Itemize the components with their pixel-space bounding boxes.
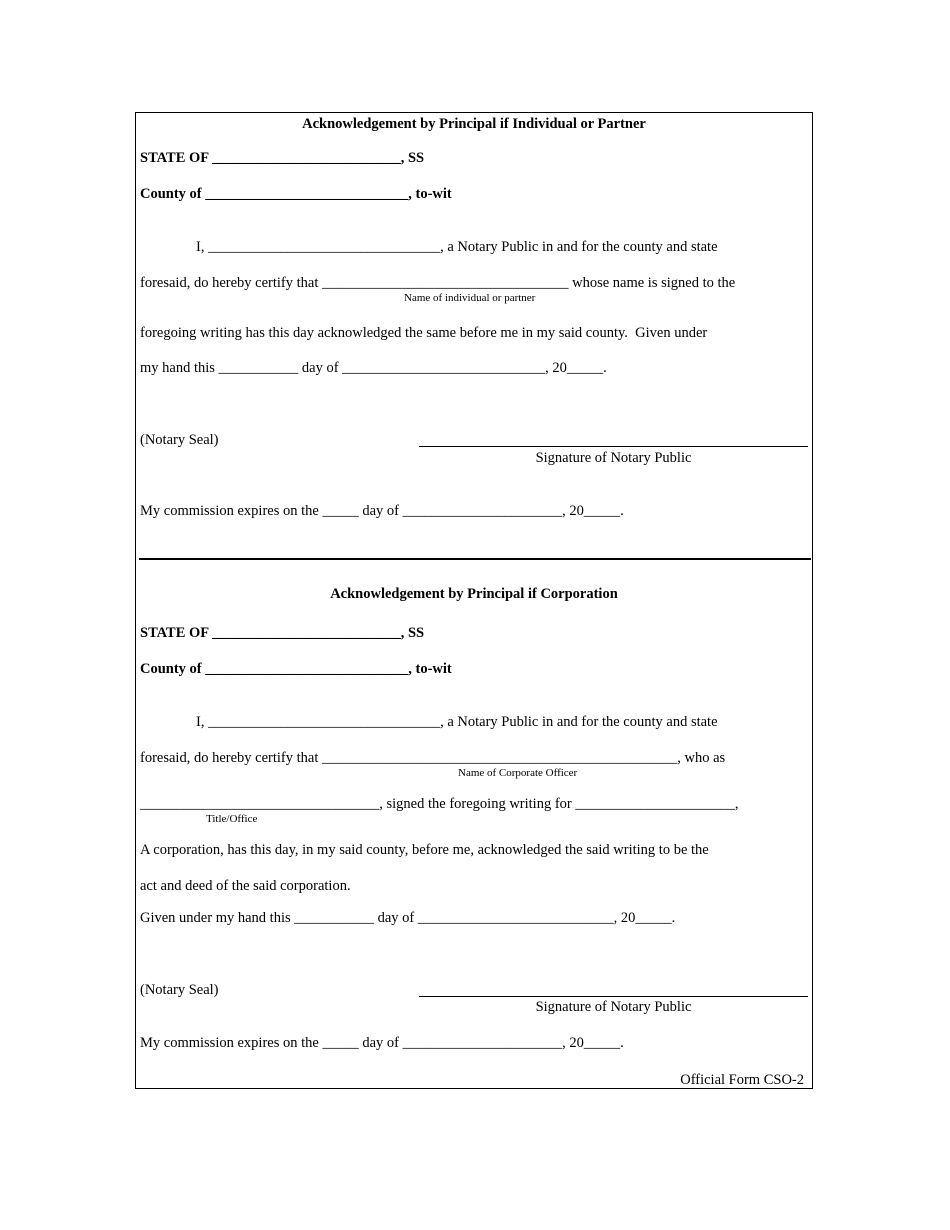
county-line: County of ____________________________, to-wit: [140, 661, 452, 677]
body-line-notary: I, ________________________________, a Notary Public in and for the county and state: [196, 239, 718, 255]
caption-name-individual: Name of individual or partner: [404, 292, 536, 304]
notary-seal-label: (Notary Seal): [140, 982, 219, 998]
caption-corporate-officer: Name of Corporate Officer: [458, 767, 578, 779]
section-heading-corporation: Acknowledgement by Principal if Corporation: [330, 586, 618, 602]
body-line-title-office: _________________________________, signed the foregoing writing for ______________________,: [140, 796, 739, 812]
commission-line: My commission expires on the _____ day of ______________________, 20_____.: [140, 1035, 624, 1051]
signature-label: Signature of Notary Public: [535, 450, 692, 466]
state-line: STATE OF __________________________, SS: [140, 150, 425, 166]
form-number: Official Form CSO-2: [680, 1072, 804, 1088]
caption-title-office: Title/Office: [206, 813, 258, 825]
body-line-certify: foresaid, do hereby certify that _________________________________________________, who as: [140, 750, 726, 766]
commission-line: My commission expires on the _____ day of ______________________, 20_____.: [140, 503, 624, 519]
signature-label: Signature of Notary Public: [535, 999, 692, 1015]
section-heading-individual: Acknowledgement by Principal if Individual or Partner: [302, 116, 646, 132]
body-line-given: Given under my hand this ___________ day of ___________________________, 20_____.: [140, 910, 676, 926]
body-line-act-deed: act and deed of the said corporation.: [140, 878, 351, 894]
county-line: County of ____________________________, to-wit: [140, 186, 452, 202]
signature-line: [419, 446, 808, 447]
notary-form: [135, 112, 813, 1089]
section-divider: [139, 558, 811, 560]
signature-line: [419, 996, 808, 997]
body-line-given: my hand this ___________ day of ____________________________, 20_____.: [140, 360, 607, 376]
notary-seal-label: (Notary Seal): [140, 432, 219, 448]
state-line: STATE OF __________________________, SS: [140, 625, 425, 641]
body-line-foregoing: foregoing writing has this day acknowledged the same before me in my said county. Given under: [140, 325, 708, 341]
body-line-corporation: A corporation, has this day, in my said county, before me, acknowledged the said writing to be the: [140, 842, 709, 858]
body-line-notary: I, ________________________________, a Notary Public in and for the county and state: [196, 714, 718, 730]
body-line-certify: foresaid, do hereby certify that __________________________________ whose name is signed to the: [140, 275, 736, 291]
